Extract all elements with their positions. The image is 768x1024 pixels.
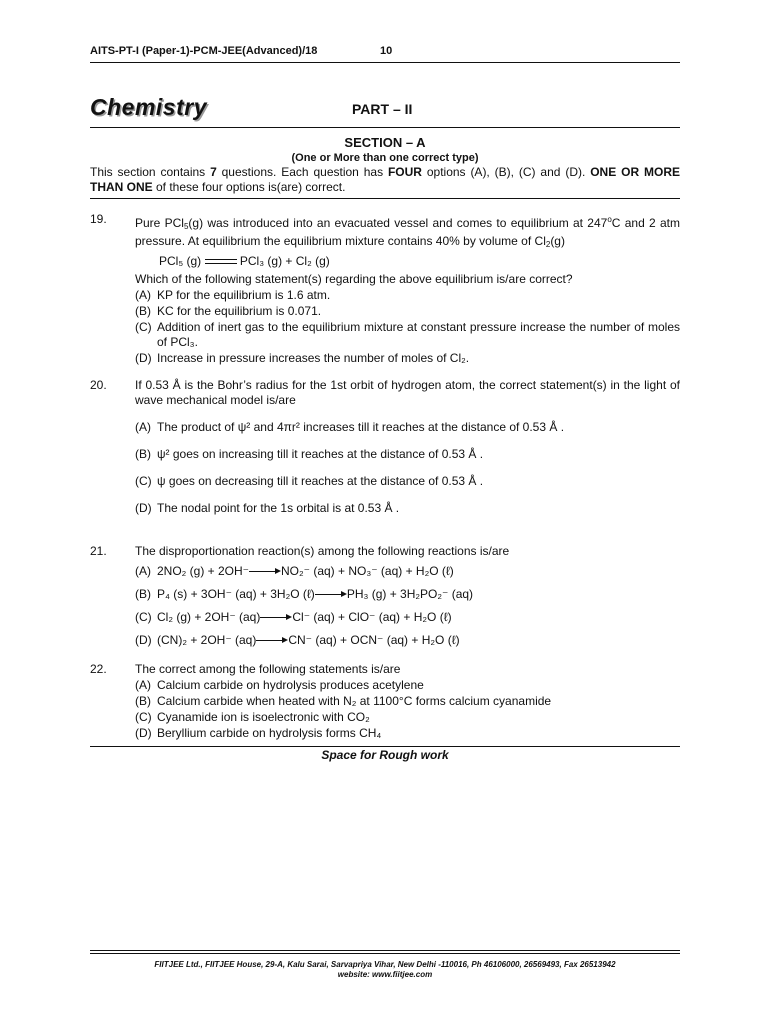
question-number: 21. bbox=[90, 544, 107, 558]
section-instructions: This section contains 7 questions. Each question has FOUR options (A), (B), (C) and (D). ONE OR MORE THAN ONE of these four options is(are) correct. bbox=[90, 165, 680, 194]
option-a[interactable]: (A) 2NO₂ (g) + 2OH⁻ NO₂⁻ (aq) + NO₃⁻ (aq) + H₂O (ℓ) bbox=[135, 564, 454, 578]
rough-work-label: Space for Rough work bbox=[321, 748, 449, 762]
question-stem: The disproportionation reaction(s) among the following reactions is/are bbox=[135, 544, 510, 558]
question-stem: The correct among the following statements is/are bbox=[135, 662, 401, 676]
header-divider bbox=[90, 62, 680, 63]
question-21 bbox=[90, 544, 680, 651]
equilibrium-arrow bbox=[205, 257, 237, 267]
section-title: SECTION – A bbox=[344, 135, 426, 150]
intro-divider bbox=[90, 198, 680, 199]
option-c[interactable]: (C) ψ goes on decreasing till it reaches at the distance of 0.53 Å . bbox=[135, 474, 484, 488]
option-a[interactable]: (A) Calcium carbide on hydrolysis produces acetylene bbox=[135, 678, 424, 692]
option-d[interactable]: (D) Beryllium carbide on hydrolysis forms CH₄ bbox=[135, 726, 382, 740]
question-number: 19. bbox=[90, 212, 107, 226]
question-stem: If 0.53 Å is the Bohr’s radius for the 1st orbit of hydrogen atom, the correct statement(s) in the light of wave mechanical model is/are bbox=[135, 378, 680, 407]
option-a[interactable]: (A) KP for the equilibrium is 1.6 atm. bbox=[135, 288, 331, 302]
question-stem: Pure PCl$_5$(g) was introduced into an evacuated vessel and comes to equilibrium at 247$^o$C and 2 atm pressure. At equilibrium the equilibrium mixture contains 40% by volume of $Cl_2(g)$ bbox=[135, 215, 680, 249]
reaction-arrow bbox=[256, 636, 288, 646]
footer-address: FIITJEE Ltd., FIITJEE House, 29-A, Kalu Sarai, Sarvapriya Vihar, New Delhi -110016, Ph 46106000, 26569493, Fax 26513942 bbox=[154, 960, 616, 969]
option-d[interactable]: (D) Increase in pressure increases the number of moles of Cl₂. bbox=[135, 351, 470, 365]
option-b[interactable]: (B) KC for the equilibrium is 0.071. bbox=[135, 304, 322, 318]
equilibrium-equation: PCl₅ (g) PCl₃ (g) + Cl₂ (g) bbox=[159, 254, 330, 268]
option-b[interactable]: (B) Calcium carbide when heated with N₂ at 1100°C forms calcium cyanamide bbox=[135, 694, 552, 708]
footer-divider-inner bbox=[90, 953, 680, 954]
question-number: 20. bbox=[90, 378, 107, 392]
page-number: 10 bbox=[380, 45, 393, 57]
option-b[interactable]: (B) ψ² goes on increasing till it reaches at the distance of 0.53 Å . bbox=[135, 447, 484, 461]
option-c[interactable]: (C) Cl₂ (g) + 2OH⁻ (aq) Cl⁻ (aq) + ClO⁻ (aq) + H₂O (ℓ) bbox=[135, 610, 452, 624]
option-d[interactable]: (D) (CN)₂ + 2OH⁻ (aq) CN⁻ (aq) + OCN⁻ (aq) + H₂O (ℓ) bbox=[135, 633, 460, 647]
question-22 bbox=[90, 662, 680, 741]
question-number: 22. bbox=[90, 662, 107, 676]
option-d[interactable]: (D) The nodal point for the 1s orbital is at 0.53 Å . bbox=[135, 501, 400, 515]
rough-work-divider bbox=[90, 746, 680, 747]
footer-divider bbox=[90, 950, 680, 951]
reaction-arrow bbox=[315, 590, 347, 600]
question-20 bbox=[90, 378, 680, 519]
paper-code: AITS-PT-I (Paper-1)-PCM-JEE(Advanced)/18 bbox=[90, 45, 318, 57]
option-a[interactable]: (A) The product of ψ² and 4πr² increases till it reaches at the distance of 0.53 Å . bbox=[135, 420, 565, 434]
part-divider bbox=[90, 127, 680, 128]
option-c[interactable]: (C) Cyanamide ion is isoelectronic with CO₂ bbox=[135, 710, 370, 724]
subject-title: Chemistry bbox=[90, 94, 207, 120]
question-ask: Which of the following statement(s) regarding the above equilibrium is/are correct? bbox=[135, 272, 573, 286]
page-footer bbox=[90, 960, 680, 980]
option-c[interactable]: (C) Addition of inert gas to the equilibrium mixture at constant pressure increase the number of moles of PCl₃. bbox=[135, 320, 680, 349]
option-b[interactable]: (B) P₄ (s) + 3OH⁻ (aq) + 3H₂O (ℓ) PH₃ (g) + 3H₂PO₂⁻ (aq) bbox=[135, 587, 474, 601]
reaction-arrow bbox=[249, 567, 281, 577]
reaction-arrow bbox=[260, 613, 292, 623]
section-subtitle: (One or More than one correct type) bbox=[291, 152, 479, 164]
footer-website: website: www.fiitjee.com bbox=[337, 970, 433, 979]
question-19 bbox=[90, 212, 680, 366]
part-title: PART – II bbox=[352, 101, 413, 117]
